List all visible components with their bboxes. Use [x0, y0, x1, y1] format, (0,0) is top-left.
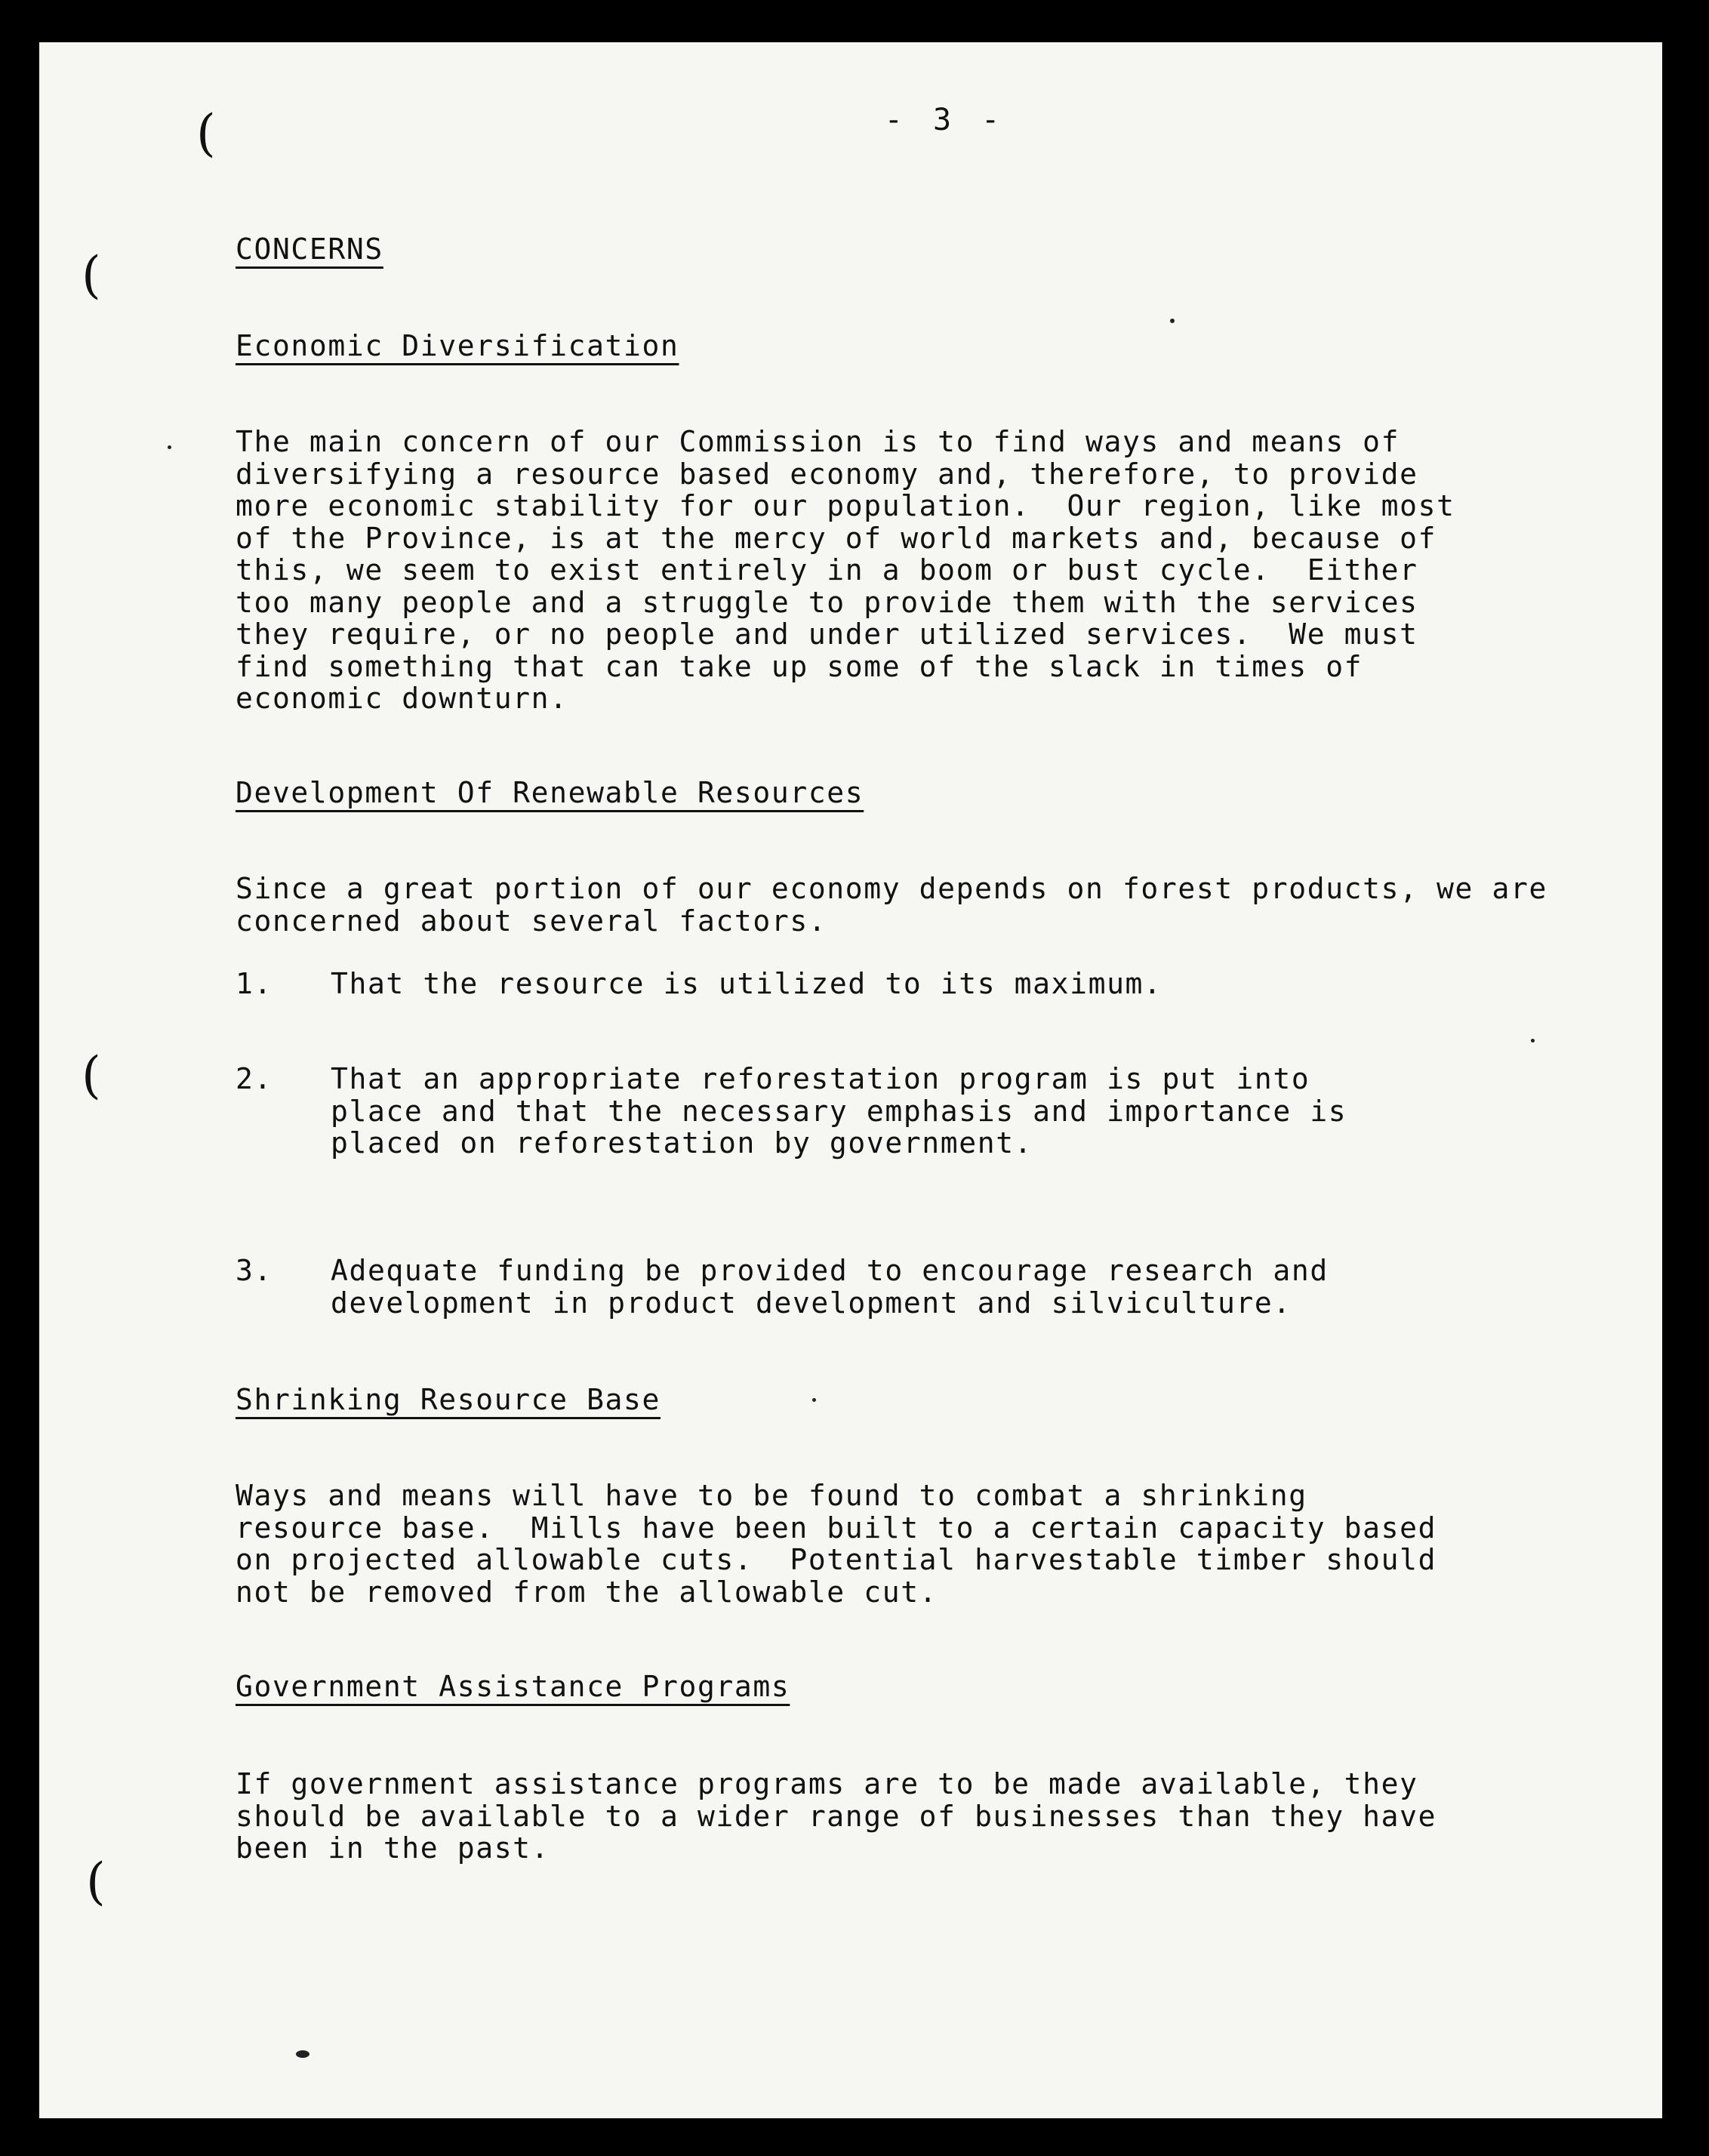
document-page: [39, 42, 1662, 2118]
list-item-number: 3.: [236, 1254, 273, 1287]
list-item-number: 1.: [236, 967, 273, 1000]
scan-speck: [812, 1398, 816, 1402]
paragraph-renewable-intro: Since a great portion of our economy depends on forest products, we are concerned about several factors.: [236, 872, 1566, 938]
scan-speck: [1531, 1039, 1535, 1043]
paragraph-shrinking-resource-base: Ways and means will have to be found to combat a shrinking resource base. Mills have been built to a certain capacity based on projected allowable cuts. Potential harvestable timber should not be removed from the allowable cut.: [236, 1479, 1455, 1609]
list-item-text: Adequate funding be provided to encourage research and development in product development and silviculture.: [331, 1254, 1329, 1320]
page-number: - 3 -: [884, 103, 1006, 137]
margin-mark: (: [82, 246, 101, 304]
heading-shrinking-resource-base: Shrinking Resource Base: [236, 1383, 661, 1416]
list-item-text: That an appropriate reforestation program is put into place and that the necessary emphasis and importance is placed on reforestation by government.: [331, 1062, 1347, 1160]
list-item-text: That the resource is utilized to its maximum.: [331, 967, 1162, 1000]
paragraph-economic-diversification: The main concern of our Commission is to find ways and means of diversifying a resource based economy and, therefore, to provide more economic stability for our population. Our region, like most of the Province, is at the mercy of world markets and, because of this, we seem to exist entirely in a boom or bust cycle. Either too many people and a struggle to provide them with the services they require, or no people and under utilized services. We must find something that can take up some of the slack in times of economic downturn.: [236, 425, 1474, 715]
heading-renewable-resources: Development Of Renewable Resources: [236, 776, 864, 809]
margin-mark: (: [82, 1046, 101, 1104]
margin-mark: (: [196, 104, 216, 162]
scan-speck: [168, 445, 171, 449]
heading-economic-diversification: Economic Diversification: [236, 329, 679, 362]
section-title: CONCERNS: [236, 233, 383, 266]
paragraph-government-assistance: If government assistance programs are to be made available, they should be available to a wider range of businesses than they have been in the past.: [236, 1767, 1455, 1865]
list-item-number: 2.: [236, 1062, 273, 1095]
scan-speck: [296, 2050, 309, 2058]
scan-speck: [1170, 319, 1175, 323]
margin-mark: (: [86, 1853, 106, 1911]
heading-government-assistance: Government Assistance Programs: [236, 1670, 790, 1703]
